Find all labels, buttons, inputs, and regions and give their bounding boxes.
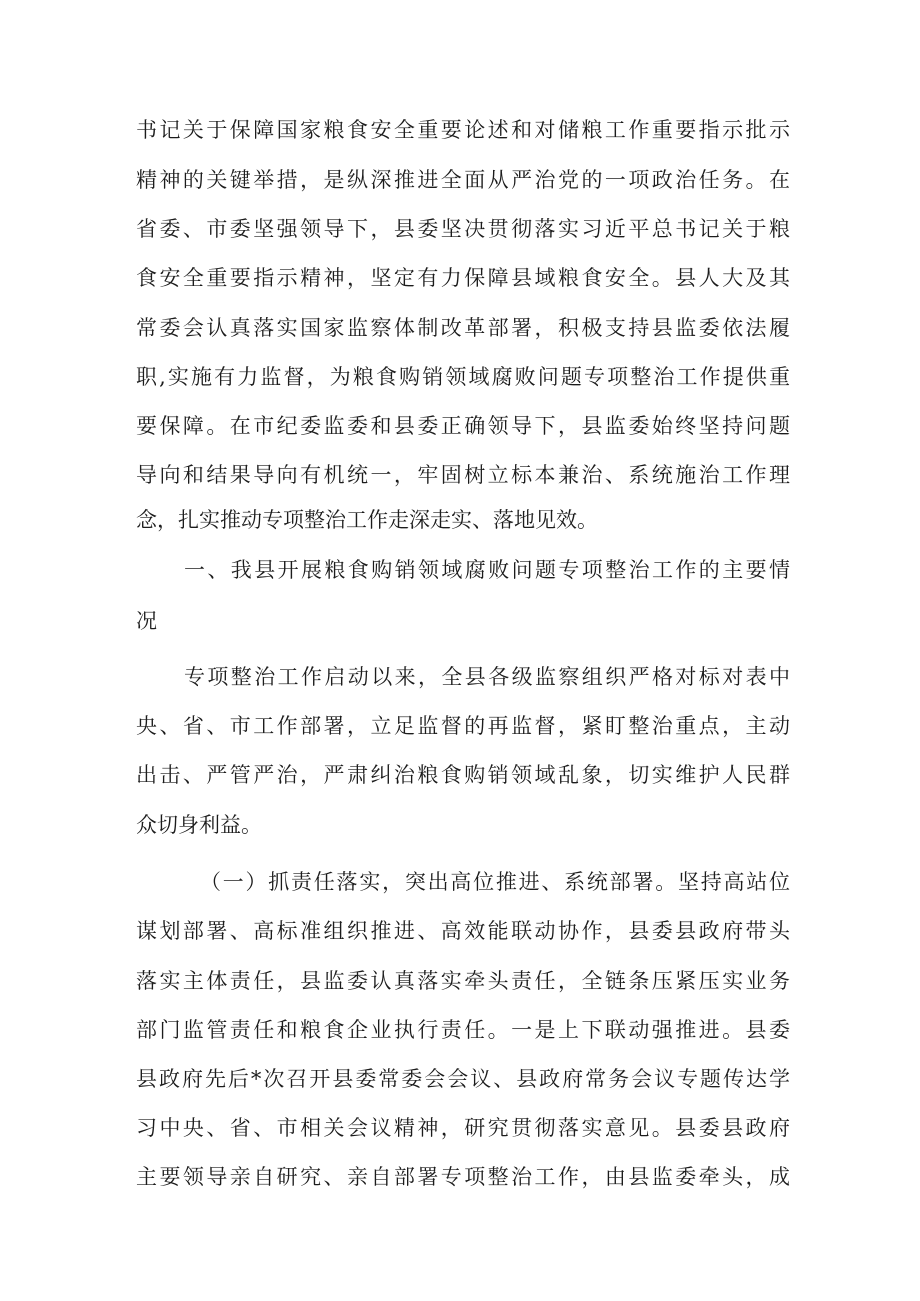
- text-line: 落实主体责任，县监委认真落实牵头责任，全链条压紧压实业务: [136, 969, 790, 993]
- text-line: 众切身利益。: [136, 813, 262, 837]
- text-line: 导向和结果导向有机统一，牢固树立标本兼治、系统施治工作理: [136, 463, 790, 487]
- section-heading-line: 况: [136, 609, 157, 633]
- text-line: 书记关于保障国家粮食安全重要论述和对储粮工作重要指示批示: [136, 118, 790, 142]
- text-line: 省委、市委坚强领导下，县委坚决贯彻落实习近平总书记关于粮: [136, 217, 790, 241]
- text-line: 央、省、市工作部署，立足监督的再监督，紧盯整治重点，主动: [136, 714, 790, 738]
- text-line: 专项整治工作启动以来，全县各级监察组织严格对标对表中: [184, 665, 790, 689]
- text-line: 习中央、省、市相关会议精神，研究贯彻落实意见。县委县政府: [136, 1116, 790, 1140]
- text-line: 常委会认真落实国家监察体制改革部署，积极支持县监委依法履: [136, 316, 790, 340]
- text-line: 精神的关键举措，是纵深推进全面从严治党的一项政治任务。在: [136, 168, 790, 192]
- text-line: 念，扎实推动专项整治工作走深走实、落地见效。: [136, 508, 598, 532]
- text-line: 出击、严管严治，严肃纠治粮食购销领域乱象，切实维护人民群: [136, 763, 790, 787]
- subsection-heading-line: （一）抓责任落实，突出高位推进、系统部署。坚持高站位: [200, 870, 790, 894]
- text-line: 职,实施有力监督，为粮食购销领域腐败问题专项整治工作提供重: [136, 365, 790, 389]
- text-line: 要保障。在市纪委监委和县委正确领导下，县监委始终坚持问题: [136, 414, 790, 438]
- text-line: 谋划部署、高标准组织推进、高效能联动协作，县委县政府带头: [136, 919, 790, 943]
- text-line: 食安全重要指示精神，坚定有力保障县域粮食安全。县人大及其: [136, 266, 790, 290]
- text-line: 主要领导亲自研究、亲自部署专项整治工作，由县监委牵头，成: [136, 1165, 790, 1189]
- text-line: 县政府先后*次召开县委常委会会议、县政府常务会议专题传达学: [136, 1067, 790, 1091]
- section-heading-line: 一、我县开展粮食购销领域腐败问题专项整治工作的主要情: [184, 558, 790, 582]
- text-line: 部门监管责任和粮食企业执行责任。一是上下联动强推进。县委: [136, 1018, 790, 1042]
